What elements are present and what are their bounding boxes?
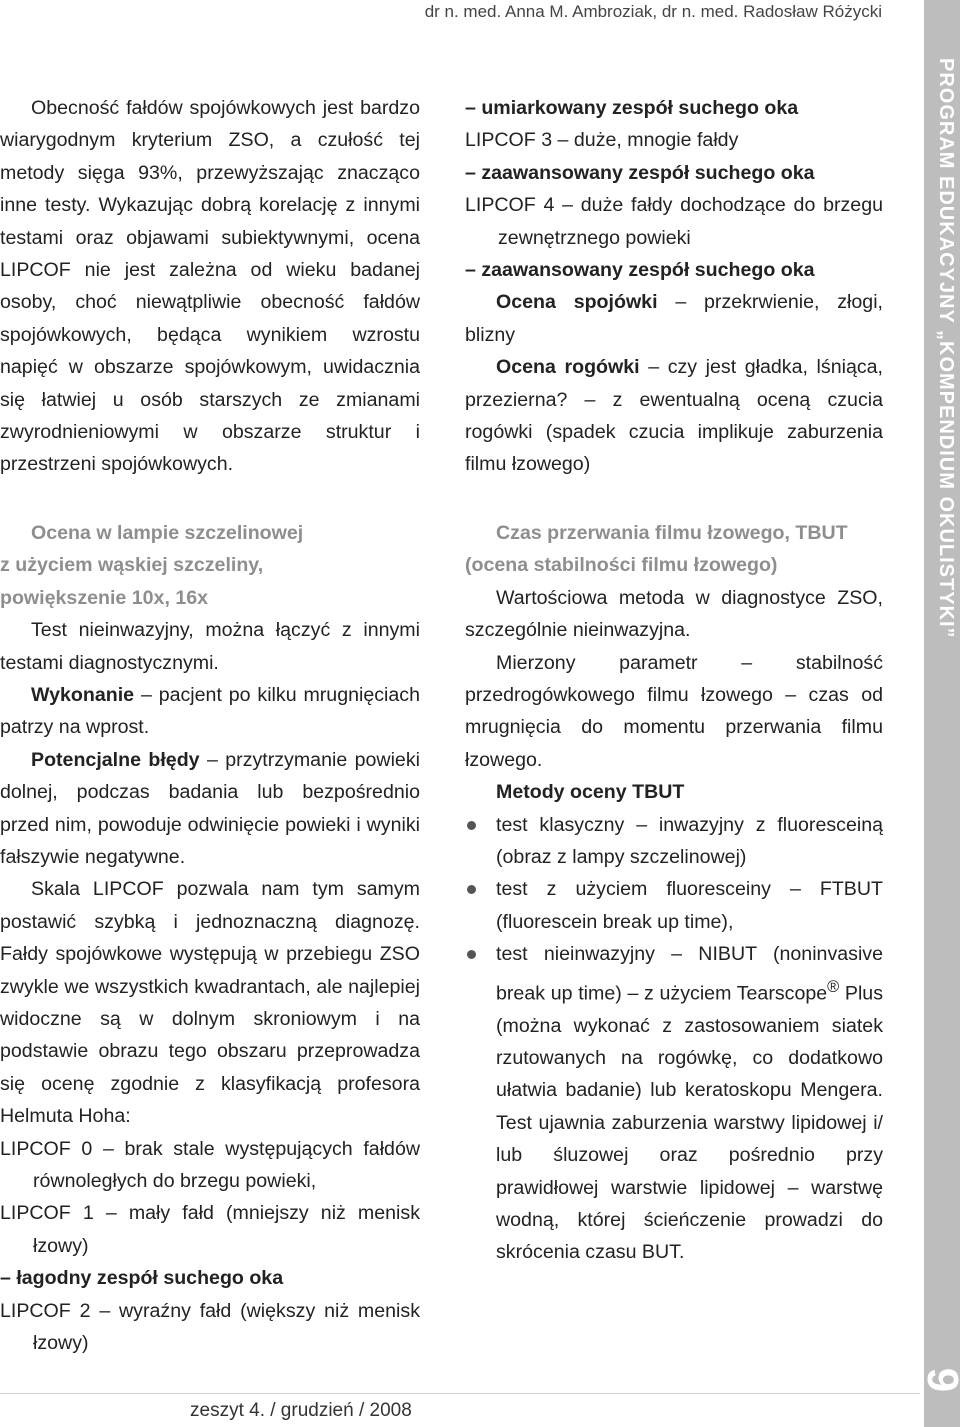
term: Potencjalne błędy [31, 748, 200, 771]
list-item: test nieinwazyjny – NIBUT (noninvasive break up time) – z użyciem Tearscope® Plus (można wykonać z zastosowaniem siatek rzutowanych na rogówkę, co dodatkowo ułatwia badanie) lub keratoskopu Mengera. Test ujawnia zaburzenia warstwy lipidowej i/ lub śluzowej oraz pośrednio przy prawidłowej warstwie lipidowej – warstwę wodną, której ścieńczenie prowadzi do skrócenia czasu BUT. [465, 938, 883, 1269]
lipcof-diagnosis: – zaawansowany zespół suchego oka [465, 161, 815, 184]
paragraph: Test nieinwazyjny, można łączyć z innymi testami diagnostycznymi. [0, 619, 420, 674]
lipcof-grade: LIPCOF 4 – duże fałdy dochodzące do brzegu zewnętrznego powieki [465, 194, 883, 249]
term: Ocena spojówki [496, 291, 658, 314]
subheading: Metody oceny TBUT [496, 781, 685, 804]
term: Wykonanie [31, 683, 135, 706]
heading-line: (ocena stabilności filmu łzowego) [465, 554, 778, 577]
list-item: test z użyciem fluoresceiny – FTBUT (fluorescein break up time), [465, 873, 883, 938]
page-number: 9 [918, 1367, 967, 1393]
paragraph: Wartościowa metoda w diagnostyce ZSO, szczególnie nieinwazyjna. [465, 586, 883, 642]
header-authors: dr n. med. Anna M. Ambroziak, dr n. med. Radosław Różycki [424, 2, 882, 21]
lipcof-grade: LIPCOF 0 – brak stale występujących fałdów równoległych do brzegu powieki, [0, 1137, 420, 1192]
lipcof-diagnosis: – umiarkowany zespół suchego oka [465, 97, 799, 119]
lipcof-grade: LIPCOF 3 – duże, mnogie fałdy [465, 129, 739, 152]
intro-paragraph: Obecność fałdów spojówkowych jest bardzo wiarygodnym kryterium ZSO, a czułość tej metody sięga 93%, przewyższając znacząco inne testy. Wykazując dobrą korelację z innymi testami oraz objawami subiektywnymi, ocena LIPCOF nie jest zależna od wieku badanej osoby, choć niewątpliwie obecność fałdów spojówkowych, będąca wynikiem wzrostu napięć w obszarze spojówkowym, uwidacznia się łatwiej u osób starszych ze zmianami zwyrodnieniowymi w obszarze struktur i przestrzeni spojówkowych. [0, 97, 420, 476]
lipcof-diagnosis: – zaawansowany zespół suchego oka [465, 259, 815, 282]
footer-divider [0, 1393, 920, 1394]
term: Ocena rogówki [496, 356, 640, 379]
footer-issue: zeszyt 4. / grudzień / 2008 [190, 1400, 412, 1421]
lipcof-grade: LIPCOF 2 – wyraźny fałd (większy niż menisk łzowy) [0, 1299, 420, 1355]
lipcof-diagnosis: – łagodny zespół suchego oka [0, 1267, 284, 1290]
heading-line: z użyciem wąskiej szczeliny, [0, 554, 264, 577]
paragraph: Wykonanie – pacjent po kilku mrugnięciach patrzy na wprost. [0, 683, 420, 739]
section-heading [465, 517, 883, 582]
left-column [0, 92, 420, 1359]
lipcof-grade: LIPCOF 1 – mały fałd (mniejszy niż menisk łzowy) [0, 1202, 420, 1257]
section-heading [0, 517, 420, 614]
heading-line: Ocena w lampie szczelinowej [31, 521, 304, 544]
paragraph: Mierzony parametr – stabilność przedrogówkowego filmu łzowego – czas od mrugnięcia do momentu przerwania filmu łzowego. [465, 651, 883, 771]
right-column [465, 92, 883, 1269]
list-item: test klasyczny – inwazyjny z fluoresceiną (obraz z lampy szczelinowej) [465, 809, 883, 874]
registered-mark: ® [827, 977, 840, 996]
paragraph: Ocena spojówki – przekrwienie, złogi, blizny [465, 291, 883, 346]
paragraph: Potencjalne błędy – przytrzymanie powieki dolnej, podczas badania lub bezpośrednio przed nim, powoduje odwinięcie powieki i wyniki fałszywie negatywne. [0, 748, 420, 868]
heading-line: powiększenie 10x, 16x [0, 586, 209, 609]
paragraph: Skala LIPCOF pozwala nam tym samym postawić szybką i jednoznaczną diagnozę. Fałdy spojówkowe występują w przebiegu ZSO zwykle we wszystkich kwadrantach, ale najlepiej widoczne są w dolnym skroniowym i na podstawie obrazu tego obszaru przeprowadza się ocenę zgodnie z klasyfikacją profesora Helmuta Hoha: [0, 878, 420, 1128]
heading-line: Czas przerwania filmu łzowego, TBUT [496, 521, 848, 544]
methods-list [465, 809, 883, 1269]
series-title: PROGRAM EDUKACYJNY „KOMPENDIUM OKULISTYKI” [935, 58, 957, 639]
paragraph: Ocena rogówki – czy jest gładka, lśniąca, przezierna? – z ewentualną oceną czucia rogówki (spadek czucia implikuje zaburzenia filmu łzowego) [465, 356, 883, 476]
